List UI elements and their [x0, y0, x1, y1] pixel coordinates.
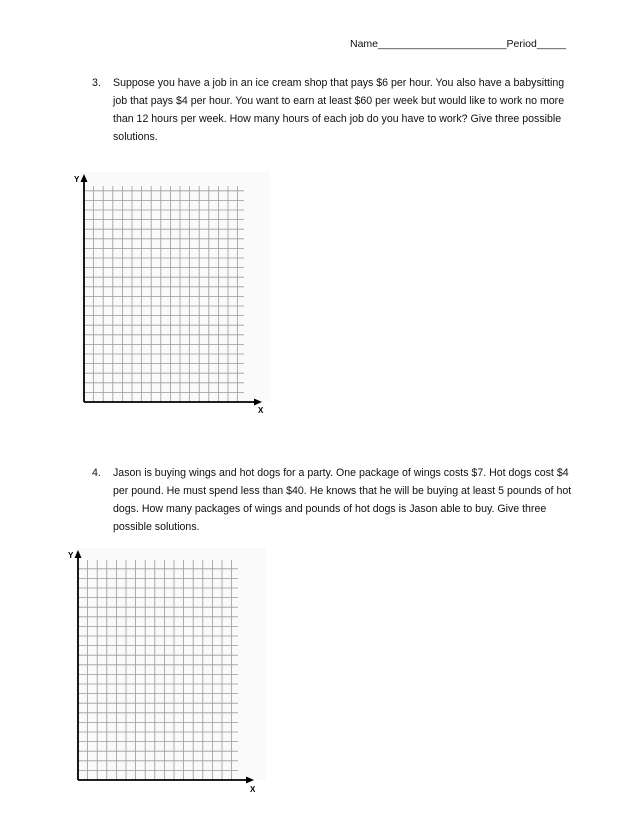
graph-question-3[interactable] — [66, 170, 276, 420]
question-number: 4. — [92, 467, 101, 479]
question-4 — [92, 464, 572, 536]
name-period-line: Name______________________Period_____ — [350, 38, 567, 50]
question-text: Suppose you have a job in an ice cream shop that pays $6 per hour. You also have a babysitting job that pays $4 per hour. You want to earn at least $60 per week but would like to work no more than 12 hours per week. How many hours of each job do you have to work? Give three possible solutions. — [113, 77, 565, 143]
x-axis-label: X — [250, 785, 256, 794]
grid-background — [76, 548, 266, 780]
question-number: 3. — [92, 77, 101, 89]
y-axis-label: Y — [74, 175, 80, 184]
question-3 — [92, 74, 572, 146]
y-axis-label: Y — [68, 551, 74, 560]
question-text: Jason is buying wings and hot dogs for a party. One package of wings costs $7. Hot dogs cost $4 per pound. He must spend less than $40. He knows that he will be buying at least 5 pounds of hot dogs. How many packages of wings and pounds of hot dogs is Jason able to buy. Give three possible solutions. — [113, 467, 572, 533]
graph-question-4[interactable] — [62, 546, 272, 796]
x-axis-label: X — [258, 406, 264, 415]
